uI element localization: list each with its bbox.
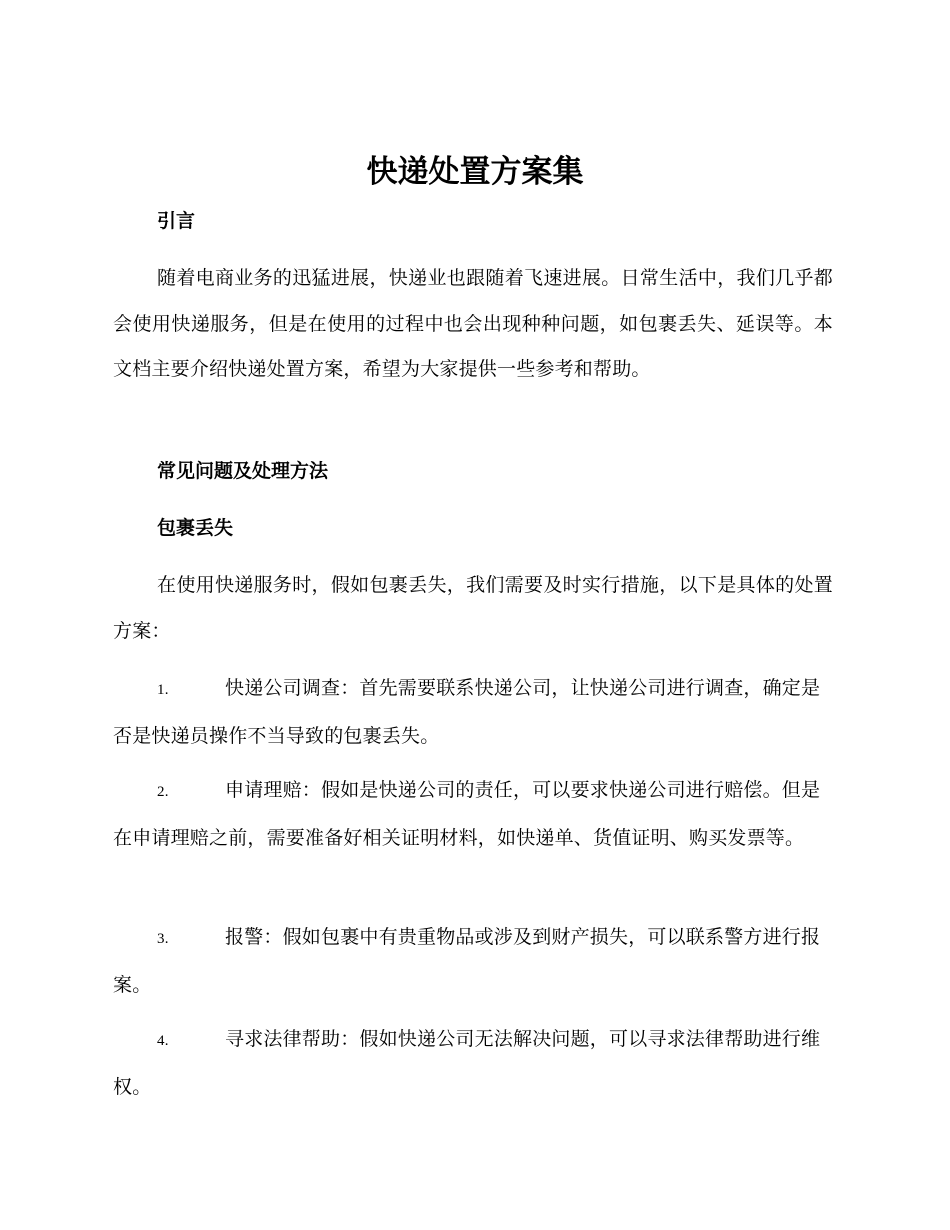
list-item-text: 寻求法律帮助：假如快递公司无法解决问题，可以寻求法律帮助进行维权。 xyxy=(113,1028,821,1098)
list-item xyxy=(113,915,833,1008)
list-item xyxy=(113,768,833,861)
list-item-number: 1. xyxy=(157,682,169,698)
section-heading-common-issues: 常见问题及处理方法 xyxy=(157,460,329,482)
list-item-text: 报警：假如包裹中有贵重物品或涉及到财产损失，可以联系警方进行报案。 xyxy=(113,926,821,996)
intro-paragraph: 随着电商业务的迅猛进展，快递业也跟随着飞速进展。日常生活中，我们几乎都会使用快递服务，但是在使用的过程中也会出现种种问题，如包裹丢失、延误等。本文档主要介绍快递处置方案，希望为大家提供一些参考和帮助。 xyxy=(113,267,833,380)
document-title: 快递处置方案集 xyxy=(366,154,584,190)
list-item-number: 2. xyxy=(157,784,169,800)
list-item-text: 快递公司调查：首先需要联系快递公司，让快递公司进行调查，确定是否是快递员操作不当导致的包裹丢失。 xyxy=(113,677,821,747)
section-heading-package-lost: 包裹丢失 xyxy=(157,517,234,539)
list-item-text: 申请理赔：假如是快递公司的责任，可以要求快递公司进行赔偿。但是在申请理赔之前，需要准备好相关证明材料，如快递单、货值证明、购买发票等。 xyxy=(113,779,821,849)
list-item-number: 3. xyxy=(157,931,169,947)
list-item-number: 4. xyxy=(157,1033,169,1049)
list-item xyxy=(113,1017,833,1110)
package-lost-paragraph: 在使用快递服务时，假如包裹丢失，我们需要及时实行措施，以下是具体的处置方案： xyxy=(113,574,833,642)
section-heading-intro: 引言 xyxy=(157,210,196,232)
list-item xyxy=(113,666,833,759)
